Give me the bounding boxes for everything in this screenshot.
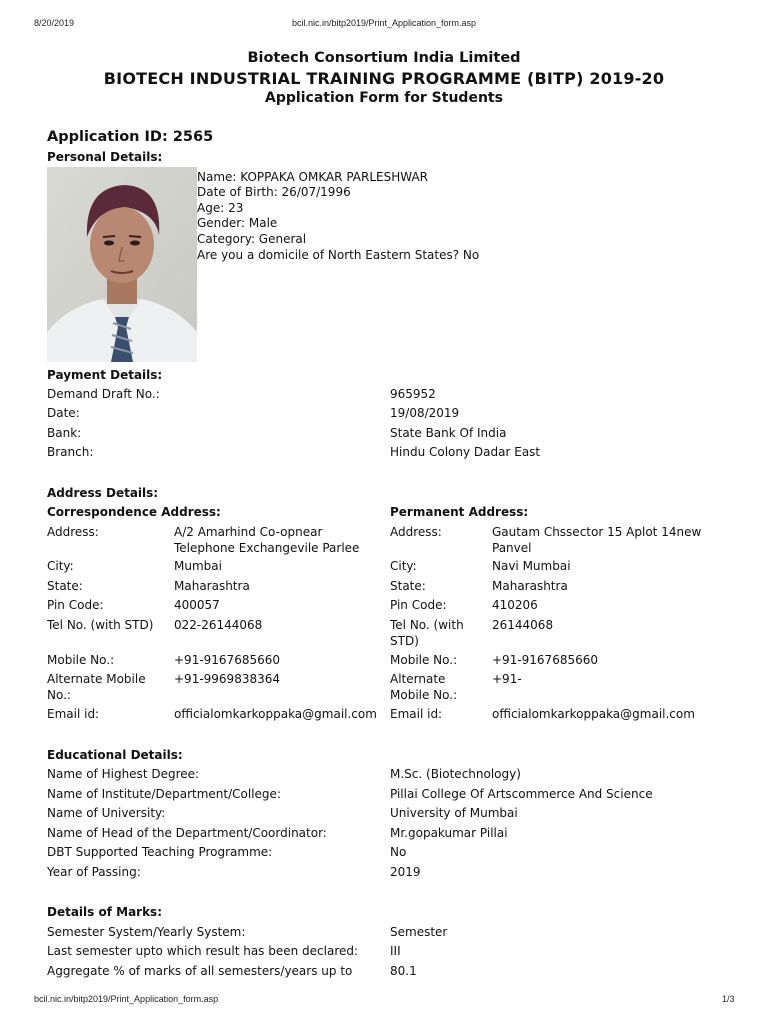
marks-label: Last semester upto which result has been declared:: [47, 944, 359, 958]
corr-value: +91-9167685660: [174, 653, 281, 667]
applicant-photo: [47, 167, 197, 362]
corr-value: A/2 Amarhind Co-opnear: [174, 525, 323, 539]
correspondence-heading: Correspondence Address:: [47, 505, 221, 519]
corr-label: State:: [47, 579, 83, 593]
edu-value: No: [390, 845, 407, 859]
payment-value: State Bank Of India: [390, 426, 507, 440]
corr-value: 400057: [174, 598, 220, 612]
marks-value: Semester: [390, 925, 448, 939]
perm-label: City:: [390, 559, 417, 573]
corr-label: Alternate Mobile: [47, 672, 146, 686]
corr-label: City:: [47, 559, 74, 573]
edu-label: Name of Head of the Department/Coordinator:: [47, 826, 327, 840]
footer-url: bcil.nic.in/bitp2019/Print_Application_form.asp: [34, 994, 219, 1004]
personal-age: Age: 23: [197, 201, 244, 215]
edu-label: Name of University:: [47, 806, 166, 820]
marks-label: Aggregate % of marks of all semesters/years up to: [47, 964, 353, 978]
edu-label: DBT Supported Teaching Programme:: [47, 845, 273, 859]
personal-dob: Date of Birth: 26/07/1996: [197, 185, 351, 199]
payment-label: Branch:: [47, 445, 94, 459]
payment-label: Demand Draft No.:: [47, 387, 160, 401]
payment-value: Hindu Colony Dadar East: [390, 445, 541, 459]
address-heading: Address Details:: [47, 486, 159, 500]
print-url: bcil.nic.in/bitp2019/Print_Application_form.asp: [291, 18, 477, 28]
corr-value: +91-9969838364: [174, 672, 281, 686]
marks-value: III: [390, 944, 401, 958]
perm-label: Tel No. (with: [390, 618, 464, 632]
perm-label: Alternate: [390, 672, 446, 686]
perm-value: Maharashtra: [492, 579, 568, 593]
corr-value: Maharashtra: [174, 579, 250, 593]
edu-label: Name of Institute/Department/College:: [47, 787, 281, 801]
perm-value: 26144068: [492, 618, 554, 632]
perm-value: 410206: [492, 598, 538, 612]
payment-value: 19/08/2019: [390, 406, 460, 420]
personal-heading: Personal Details:: [47, 150, 163, 164]
perm-email: officialomkarkoppaka@gmail.com: [492, 707, 695, 721]
perm-label: Email id:: [390, 707, 443, 721]
corr-label: Email id:: [47, 707, 100, 721]
perm-label: Address:: [390, 525, 442, 539]
edu-value: Pillai College Of Artscommerce And Science: [390, 787, 653, 801]
perm-label: Mobile No.:: [390, 653, 458, 667]
footer-page-number: 1/3: [722, 994, 735, 1004]
perm-value: +91-: [492, 672, 522, 686]
perm-label-line2: Mobile No.:: [390, 688, 458, 702]
corr-label: Tel No. (with STD): [47, 618, 154, 632]
corr-value: 022-26144068: [174, 618, 263, 632]
payment-heading: Payment Details:: [47, 368, 163, 382]
perm-label: Pin Code:: [390, 598, 447, 612]
edu-value: M.Sc. (Biotechnology): [390, 767, 521, 781]
perm-value: +91-9167685660: [492, 653, 599, 667]
perm-value: Gautam Chssector 15 Aplot 14new: [492, 525, 702, 539]
personal-category: Category: General: [197, 232, 307, 246]
education-heading: Educational Details:: [47, 748, 183, 762]
edu-label: Name of Highest Degree:: [47, 767, 200, 781]
corr-value: Mumbai: [174, 559, 222, 573]
marks-value: 80.1: [390, 964, 417, 978]
payment-label: Bank:: [47, 426, 82, 440]
perm-label: State:: [390, 579, 426, 593]
perm-label-line2: STD): [390, 634, 419, 648]
payment-value: 965952: [390, 387, 436, 401]
edu-value: University of Mumbai: [390, 806, 518, 820]
corr-label-line2: No.:: [47, 688, 71, 702]
personal-name: Name: KOPPAKA OMKAR PARLESHWAR: [197, 170, 429, 184]
payment-label: Date:: [47, 406, 80, 420]
marks-label: Semester System/Yearly System:: [47, 925, 246, 939]
edu-value: Mr.gopakumar Pillai: [390, 826, 508, 840]
corr-label: Address:: [47, 525, 99, 539]
permanent-heading: Permanent Address:: [390, 505, 529, 519]
corr-label: Pin Code:: [47, 598, 104, 612]
personal-gender: Gender: Male: [197, 216, 278, 230]
corr-email: officialomkarkoppaka@gmail.com: [174, 707, 377, 721]
perm-value: Navi Mumbai: [492, 559, 571, 573]
corr-value-line2: Telephone Exchangevile Parlee: [174, 541, 360, 555]
personal-domicile: Are you a domicile of North Eastern States? No: [197, 248, 480, 262]
perm-value-line2: Panvel: [492, 541, 532, 555]
application-id: Application ID: 2565: [47, 129, 214, 145]
programme-title: BIOTECH INDUSTRIAL TRAINING PROGRAMME (BITP) 2019-20: [103, 69, 665, 88]
corr-label: Mobile No.:: [47, 653, 115, 667]
edu-value: 2019: [390, 865, 421, 879]
form-title: Application Form for Students: [265, 90, 503, 106]
marks-heading: Details of Marks:: [47, 905, 163, 919]
edu-label: Year of Passing:: [47, 865, 141, 879]
print-date: 8/20/2019: [34, 18, 75, 28]
org-title: Biotech Consortium India Limited: [247, 50, 521, 66]
